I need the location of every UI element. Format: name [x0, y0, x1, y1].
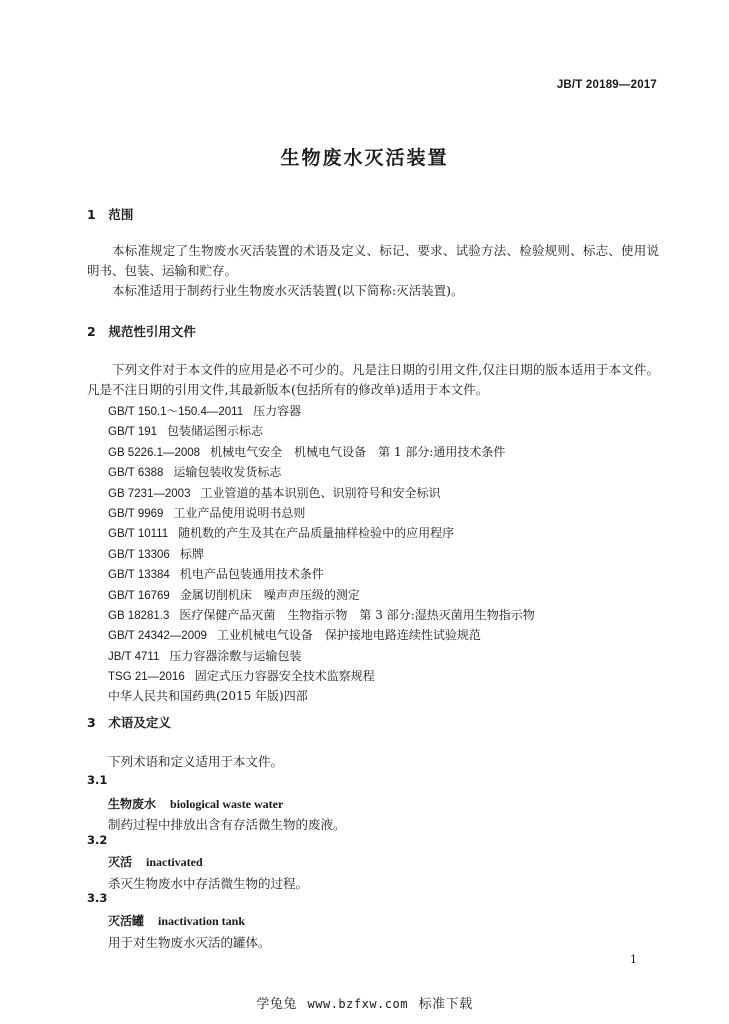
- references-intro: 下列文件对于本文件的应用是必不可少的。凡是注日期的引用文件,仅注日期的版本适用于本文件。凡是不注日期的引用文件,其最新版本(包括所有的修改单)适用于本文件。: [87, 362, 659, 397]
- reference-item: [108, 544, 535, 564]
- terms-intro: 下列术语和定义适用于本文件。: [108, 754, 284, 769]
- reference-name: 机电产品包装通用技术条件: [179, 567, 324, 582]
- reference-name: 压力容器: [253, 404, 302, 418]
- scope-applicability-paragraph: 本标准适用于制药行业生物废水灭活装置(以下简称:灭活装置)。: [112, 283, 464, 298]
- reference-item: [108, 401, 535, 421]
- reference-item: [108, 585, 535, 605]
- reference-code: GB 18281.3: [108, 609, 170, 622]
- reference-name: 压力容器涂敷与运输包装: [169, 648, 302, 663]
- reference-name: 工业管道的基本识别色、识别符号和安全标识: [200, 485, 441, 500]
- section-3-heading: [87, 713, 171, 731]
- reference-item: [108, 666, 535, 686]
- page-number: 1: [630, 953, 637, 966]
- reference-item: [108, 564, 535, 584]
- scope-paragraph: 本标准规定了生物废水灭活装置的术语及定义、标记、要求、试验方法、检验规则、标志、使用说明书、包装、运输和贮存。: [87, 243, 659, 278]
- reference-name: 包装储运图示标志: [167, 424, 264, 439]
- section-number: 2: [87, 324, 96, 339]
- footer-url[interactable]: www.bzfxw.com: [307, 997, 408, 1011]
- reference-item: [108, 646, 535, 666]
- document-title: 生物废水灭活装置: [280, 147, 449, 169]
- reference-item: [108, 442, 535, 462]
- reference-item: [108, 483, 535, 503]
- section-number: 3: [87, 715, 96, 730]
- term-zh: 生物废水: [108, 797, 157, 811]
- reference-code: GB/T 191: [108, 426, 158, 439]
- term-number: 3.3: [87, 891, 108, 905]
- section-2-heading: [87, 322, 196, 340]
- standard-code: JB/T 20189—2017: [556, 79, 657, 91]
- reference-code: GB 7231—2003: [108, 487, 191, 500]
- term-zh: 灭活罐: [108, 914, 145, 928]
- section-title: 术语及定义: [108, 715, 171, 730]
- reference-list: [108, 401, 535, 707]
- reference-item: [108, 605, 535, 625]
- reference-name: 金属切削机床 噪声声压级的测定: [179, 587, 360, 602]
- term-heading: [108, 795, 283, 812]
- footer-watermark: [0, 993, 729, 1012]
- reference-code: GB/T 6388: [108, 467, 164, 480]
- reference-name: 工业产品使用说明书总则: [173, 505, 306, 520]
- reference-item: [108, 462, 535, 482]
- section-title: 规范性引用文件: [108, 324, 196, 339]
- reference-item: [108, 625, 535, 645]
- term-definition: 用于对生物废水灭活的罐体。: [108, 935, 271, 950]
- reference-name: 中华人民共和国药典(2015 年版)四部: [108, 689, 308, 704]
- footer-suffix: 标准下载: [418, 997, 473, 1012]
- reference-code: GB/T 9969: [108, 507, 164, 520]
- term-heading: [108, 912, 245, 929]
- reference-item: [108, 421, 535, 441]
- reference-name: 医疗保健产品灭菌 生物指示物 第 3 部分:湿热灭菌用生物指示物: [179, 607, 535, 622]
- term-en: inactivation tank: [158, 914, 246, 928]
- reference-code: GB/T 13306: [108, 548, 170, 561]
- reference-item: [108, 686, 535, 706]
- reference-name: 固定式压力容器安全技术监察规程: [194, 669, 375, 684]
- reference-item: [108, 523, 535, 543]
- term-en: inactivated: [146, 855, 203, 869]
- reference-name: 工业机械电气设备 保护接地电路连续性试验规范: [216, 628, 481, 643]
- reference-code: GB/T 24342—2009: [108, 630, 207, 643]
- term-definition: 杀灭生物废水中存活微生物的过程。: [108, 876, 309, 891]
- reference-name: 标牌: [179, 546, 204, 561]
- reference-code: JB/T 4711: [108, 650, 160, 663]
- reference-name: 运输包装收发货标志: [173, 465, 282, 480]
- term-number: 3.1: [87, 773, 108, 787]
- reference-code: GB/T 13384: [108, 569, 170, 582]
- term-heading: [108, 853, 203, 870]
- term-zh: 灭活: [108, 855, 133, 869]
- footer-prefix: 学兔兔: [256, 997, 297, 1012]
- reference-code: GB 5226.1—2008: [108, 446, 201, 459]
- reference-code: GB/T 10111: [108, 528, 169, 541]
- term-definition: 制药过程中排放出含有存活微生物的废液。: [108, 817, 346, 832]
- section-title: 范围: [108, 207, 134, 222]
- reference-code: GB/T 150.1～150.4—2011: [108, 406, 244, 418]
- reference-item: [108, 503, 535, 523]
- term-en: biological waste water: [170, 797, 284, 811]
- reference-code: TSG 21—2016: [108, 671, 185, 684]
- section-1-heading: [87, 205, 133, 223]
- reference-name: 随机数的产生及其在产品质量抽样检验中的应用程序: [178, 526, 455, 541]
- section-number: 1: [87, 207, 96, 222]
- reference-code: GB/T 16769: [108, 589, 170, 602]
- term-number: 3.2: [87, 833, 108, 847]
- reference-name: 机械电气安全 机械电气设备 第 1 部分:通用技术条件: [210, 444, 506, 459]
